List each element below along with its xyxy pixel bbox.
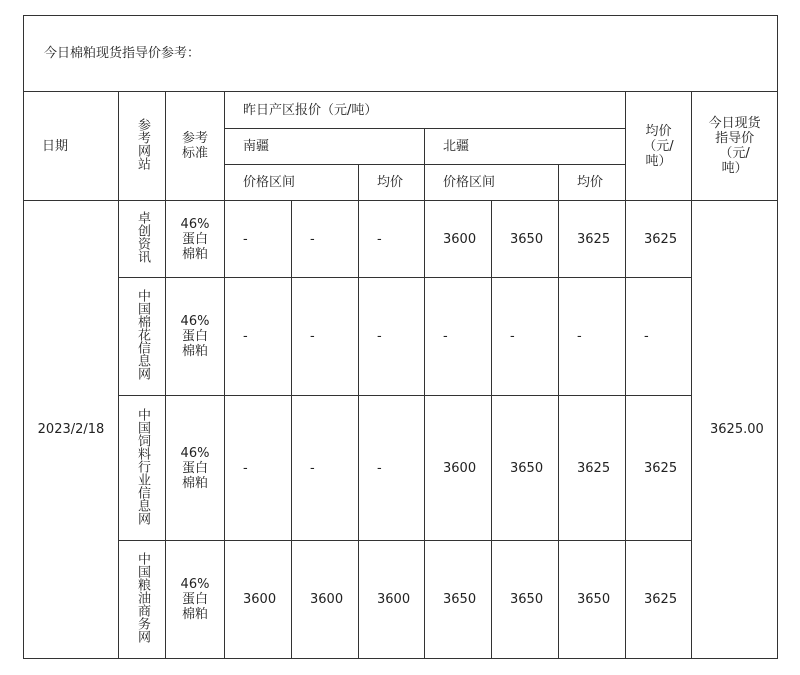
site-cell (119, 541, 166, 659)
avg-price: 3625 (626, 541, 692, 659)
header-today-price (692, 92, 778, 201)
standard-line: 46% (180, 216, 210, 232)
header-south: 南疆 (225, 129, 425, 165)
south-high: - (292, 396, 359, 541)
header-standard-line: 标准 (181, 146, 208, 161)
standard-line: 蛋白 (181, 231, 208, 247)
standard-line: 46% (180, 577, 210, 592)
standard-cell (166, 541, 225, 659)
today-price: 3625.00 (692, 201, 778, 659)
south-high: - (292, 278, 359, 396)
avg-price: 3625 (626, 396, 692, 541)
south-low: - (225, 201, 292, 278)
south-avg: 3600 (359, 541, 425, 659)
header-north-range: 价格区间 (425, 165, 559, 201)
north-avg: 3625 (559, 201, 626, 278)
standard-cell (166, 396, 225, 541)
standard-line: 46% (180, 445, 210, 461)
header-avg-line: 吨） (645, 153, 672, 169)
header-standard-line: 参考 (181, 131, 208, 146)
south-high: 3600 (292, 541, 359, 659)
standard-line: 蛋白 (181, 329, 208, 344)
header-today-line: 今日现货 (708, 116, 761, 131)
north-high: 3650 (492, 201, 559, 278)
north-avg: 3625 (559, 396, 626, 541)
south-low: - (225, 396, 292, 541)
site-cell (119, 278, 166, 396)
header-date: 日期 (24, 92, 119, 201)
header-avg-line: 均价 (645, 123, 672, 139)
avg-price: 3625 (626, 201, 692, 278)
header-site-text: 参考网站 (135, 118, 150, 170)
header-today-line: （元/ (719, 146, 750, 161)
north-high: - (492, 278, 559, 396)
south-high: - (292, 201, 359, 278)
table-row (24, 396, 778, 541)
standard-line: 棉粕 (181, 344, 208, 359)
south-avg: - (359, 278, 425, 396)
header-site (119, 92, 166, 201)
north-low: 3600 (425, 201, 492, 278)
south-avg: - (359, 201, 425, 278)
north-low: 3650 (425, 541, 492, 659)
avg-price: - (626, 278, 692, 396)
table-row (24, 541, 778, 659)
header-north-avg: 均价 (559, 165, 626, 201)
header-yesterday-quote: 昨日产区报价（元/吨） (225, 92, 626, 129)
header-avg-all (626, 92, 692, 201)
table-title: 今日棉粕现货指导价参考： (24, 16, 778, 92)
table-row (24, 201, 778, 278)
header-today-line: 指导价 (715, 131, 755, 146)
header-south-range: 价格区间 (225, 165, 359, 201)
site-name: 中国粮油商务网 (135, 552, 150, 643)
site-name: 中国饲料行业信息网 (135, 407, 150, 525)
date-cell: 2023/2/18 (24, 201, 119, 659)
standard-line: 棉粕 (181, 607, 208, 622)
north-low: 3600 (425, 396, 492, 541)
north-low: - (425, 278, 492, 396)
standard-cell (166, 278, 225, 396)
table-row (24, 278, 778, 396)
standard-line: 46% (180, 314, 210, 329)
south-avg: - (359, 396, 425, 541)
site-cell (119, 201, 166, 278)
north-avg: - (559, 278, 626, 396)
site-name: 中国棉花信息网 (135, 289, 150, 380)
site-cell (119, 396, 166, 541)
north-high: 3650 (492, 541, 559, 659)
header-standard (166, 92, 225, 201)
standard-cell (166, 201, 225, 278)
south-low: - (225, 278, 292, 396)
standard-line: 棉粕 (181, 475, 208, 491)
standard-line: 蛋白 (181, 460, 208, 476)
south-low: 3600 (225, 541, 292, 659)
header-today-line: 吨） (721, 161, 748, 176)
price-table (23, 15, 778, 659)
site-name: 卓创资讯 (135, 211, 150, 263)
header-avg-line: （元/ (643, 138, 674, 154)
standard-line: 蛋白 (181, 592, 208, 607)
north-high: 3650 (492, 396, 559, 541)
north-avg: 3650 (559, 541, 626, 659)
standard-line: 棉粕 (181, 246, 208, 262)
header-north: 北疆 (425, 129, 626, 165)
header-south-avg: 均价 (359, 165, 425, 201)
